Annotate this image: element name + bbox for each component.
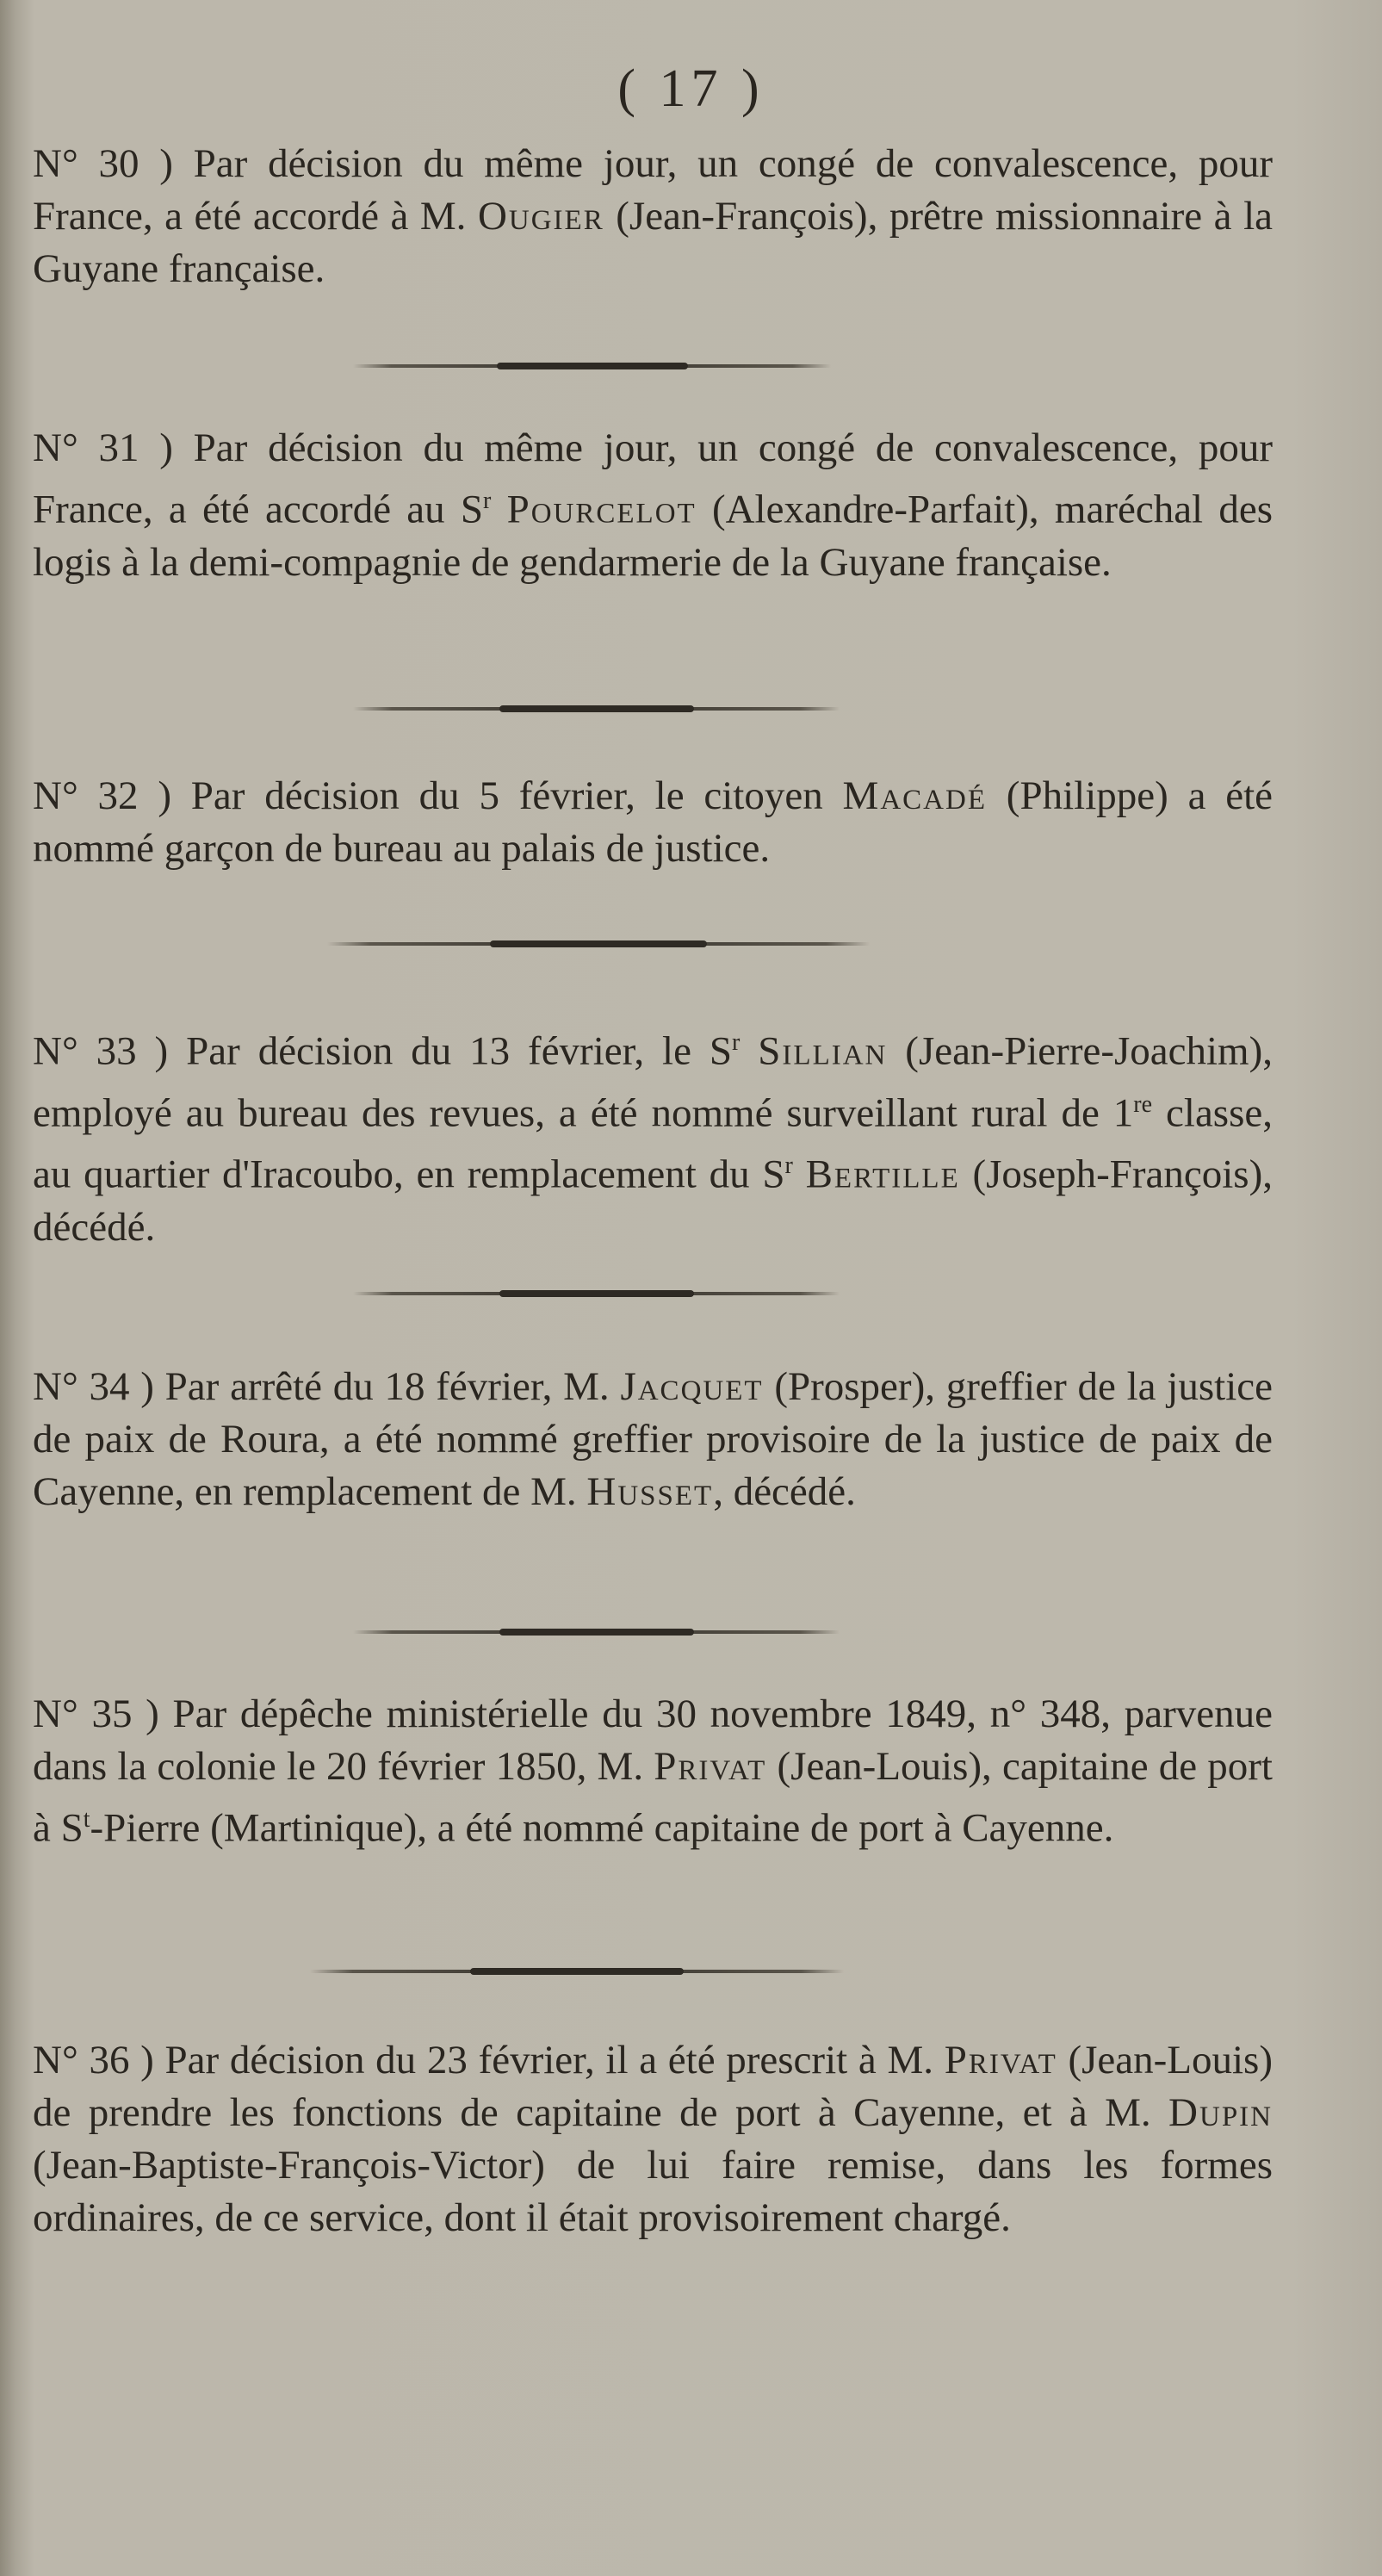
page-number: ( 17 ) [617, 59, 765, 118]
entry-32 [33, 770, 1273, 875]
entry-text: Par arrêté du 18 février, M. [153, 1364, 621, 1409]
entry-text: Par décision du 23 février, il a été prescrit à M. [153, 2038, 945, 2083]
entry-text: (Jean-Baptiste-François-Victor) de lui faire remise, dans les formes ordinaires, de ce service, dont il était provisoirement chargé. [33, 2143, 1273, 2240]
separator-rule [353, 1630, 840, 1634]
separator-rule [353, 364, 831, 368]
entry-text: Par décision du même jour, un congé de convalescence, pour France, a été accordé à M. [33, 141, 1273, 239]
entry-33 [33, 1016, 1273, 1254]
entry-number: N° 35 ) [33, 1691, 159, 1736]
person-name: Jacquet [620, 1364, 764, 1409]
entry-number: N° 36 ) [33, 2038, 154, 2083]
person-name: Dupin [1168, 2090, 1273, 2135]
entry-31 [33, 422, 1273, 589]
separator-rule [327, 942, 870, 946]
superscript: r [784, 1152, 793, 1180]
superscript: re [1133, 1090, 1153, 1118]
entry-text: (Jean-Louis) de prendre les fonctions de capitaine de port à Cayenne, et à M. [33, 2038, 1273, 2135]
entry-35 [33, 1688, 1273, 1855]
entry-number: N° 30 ) [33, 141, 173, 186]
entry-34 [33, 1361, 1273, 1518]
person-name: Ougier [477, 194, 604, 239]
person-name: Pourcelot [506, 487, 697, 532]
entry-text [793, 1152, 806, 1197]
superscript: r [732, 1029, 741, 1056]
superscript: r [483, 487, 492, 514]
separator-rule [353, 707, 840, 711]
entry-text: , décédé. [713, 1469, 856, 1514]
superscript: t [83, 1806, 90, 1833]
entry-text: Par décision du 13 février, le S [168, 1028, 733, 1074]
entry-text: (Philippe) a été nommé garçon de bureau au palais de justice. [33, 773, 1274, 871]
entry-text [491, 487, 506, 532]
entry-36 [33, 2034, 1273, 2244]
entry-30 [33, 138, 1273, 295]
entry-text [740, 1029, 758, 1074]
entry-text: Par décision du même jour, un congé de convalescence, pour France, a été accordé au S [33, 425, 1273, 532]
entry-text: Par décision du 5 février, le citoyen [171, 773, 843, 818]
person-name: Privat [654, 1744, 767, 1789]
separator-rule [310, 1970, 844, 1973]
entry-number: N° 33 ) [33, 1028, 169, 1074]
entry-text: (Jean-Pierre-Joachim), employé au bureau des revues, a été nommé surveillant rural de 1 [33, 1028, 1274, 1136]
person-name: Bertille [805, 1151, 960, 1197]
separator-rule [353, 1292, 840, 1295]
person-name: Macadé [842, 773, 987, 818]
entry-number: N° 34 ) [33, 1364, 154, 1409]
entry-text: (Prosper), greffier de la justice de paix de Roura, a été nommé greffier provisoire de la justice de paix de Cayenne, en remplacement de M. [33, 1364, 1273, 1514]
entry-number: N° 31 ) [33, 425, 173, 470]
entry-number: N° 32 ) [33, 773, 171, 818]
entry-text: -Pierre (Martinique), a été nommé capitaine de port à Cayenne. [90, 1805, 1114, 1851]
entry-text: Par dépêche ministérielle du 30 novembre 1849, n° 348, parvenue dans la colonie le 20 février 1850, M. [33, 1691, 1273, 1789]
entry-text: (Jean-Louis), capitaine de port à S [33, 1744, 1273, 1851]
entry-text: classe, au quartier d'Iracoubo, en remplacement du S [33, 1090, 1273, 1197]
entry-text: (Joseph-François), décédé. [33, 1151, 1273, 1250]
person-name: Sillian [758, 1028, 888, 1074]
entry-text: (Alexandre-Parfait), maréchal des logis à la demi-compagnie de gendarmerie de la Guyane française. [33, 487, 1273, 585]
person-name: Privat [944, 2038, 1057, 2083]
person-name: Husset [586, 1469, 714, 1514]
entry-text: (Jean-François), prêtre missionnaire à la Guyane française. [33, 194, 1273, 291]
